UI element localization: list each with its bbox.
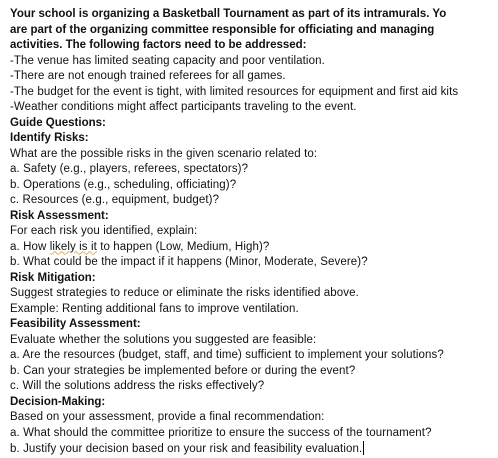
identify-item-safety: a. Safety (e.g., players, referees, spectators)? <box>10 163 249 175</box>
identify-risks-heading: Identify Risks: <box>10 132 89 144</box>
identify-risks-prompt: What are the possible risks in the given scenario related to: <box>10 147 318 160</box>
feasibility-item-resources: a. Are the resources (budget, staff, and time) sufficient to implement your solutions? <box>10 349 444 361</box>
decision-item-priority: a. What should the committee prioritize to ensure the success of the tournament? <box>10 426 432 439</box>
scenario-intro-line-1: Your school is organizing a Basketball Tournament as part of its intramurals. Yo <box>10 8 447 20</box>
factor-budget: -The budget for the event is tight, with limited resources for equipment and first aid kits <box>10 85 459 98</box>
decision-heading: Decision-Making: <box>10 395 106 408</box>
decision-item-justify <box>10 441 498 457</box>
risk-mitigation-example: Example: Renting additional fans to improve ventilation. <box>10 302 299 315</box>
scenario-intro-line-3: activities. The following factors need to be addressed: <box>10 39 307 51</box>
factor-weather: -Weather conditions might affect participants traveling to the event. <box>10 101 357 113</box>
factor-referees: -There are not enough trained referees for all games. <box>10 70 286 82</box>
guide-questions-heading: Guide Questions: <box>10 116 106 129</box>
risk-assessment-prompt: For each risk you identified, explain: <box>10 225 198 237</box>
assessment-item-a-suffix: to happen (Low, Medium, High)? <box>96 240 270 253</box>
assessment-item-a-prefix: a. How <box>10 240 50 253</box>
feasibility-heading: Feasibility Assessment: <box>10 318 141 330</box>
identify-item-resources: c. Resources (e.g., equipment, budget)? <box>10 194 220 206</box>
factor-venue: -The venue has limited seating capacity and poor ventilation. <box>10 54 325 67</box>
decision-prompt: Based on your assessment, provide a final recommendation: <box>10 411 325 423</box>
assessment-item-impact: b. What could be the impact if it happens (Minor, Moderate, Severe)? <box>10 256 368 268</box>
identify-item-operations: b. Operations (e.g., scheduling, officiating)? <box>10 178 237 191</box>
risk-assessment-heading: Risk Assessment: <box>10 209 109 222</box>
feasibility-item-timing: b. Can your strategies be implemented before or during the event? <box>10 364 356 377</box>
document-body[interactable] <box>10 7 498 457</box>
risk-mitigation-prompt: Suggest strategies to reduce or eliminate the risks identified above. <box>10 287 359 299</box>
feasibility-item-effectiveness: c. Will the solutions address the risks effectively? <box>10 380 265 392</box>
text-cursor <box>363 441 364 455</box>
scenario-intro-line-2: are part of the organizing committee responsible for officiating and managing <box>10 23 435 36</box>
assessment-item-likelihood <box>10 240 498 256</box>
decision-item-justify-text: b. Justify your decision based on your risk and feasibility evaluation. <box>10 443 363 455</box>
grammar-flag-text[interactable]: likely is it <box>49 240 97 253</box>
risk-mitigation-heading: Risk Mitigation: <box>10 271 96 284</box>
feasibility-prompt: Evaluate whether the solutions you suggested are feasible: <box>10 333 317 346</box>
